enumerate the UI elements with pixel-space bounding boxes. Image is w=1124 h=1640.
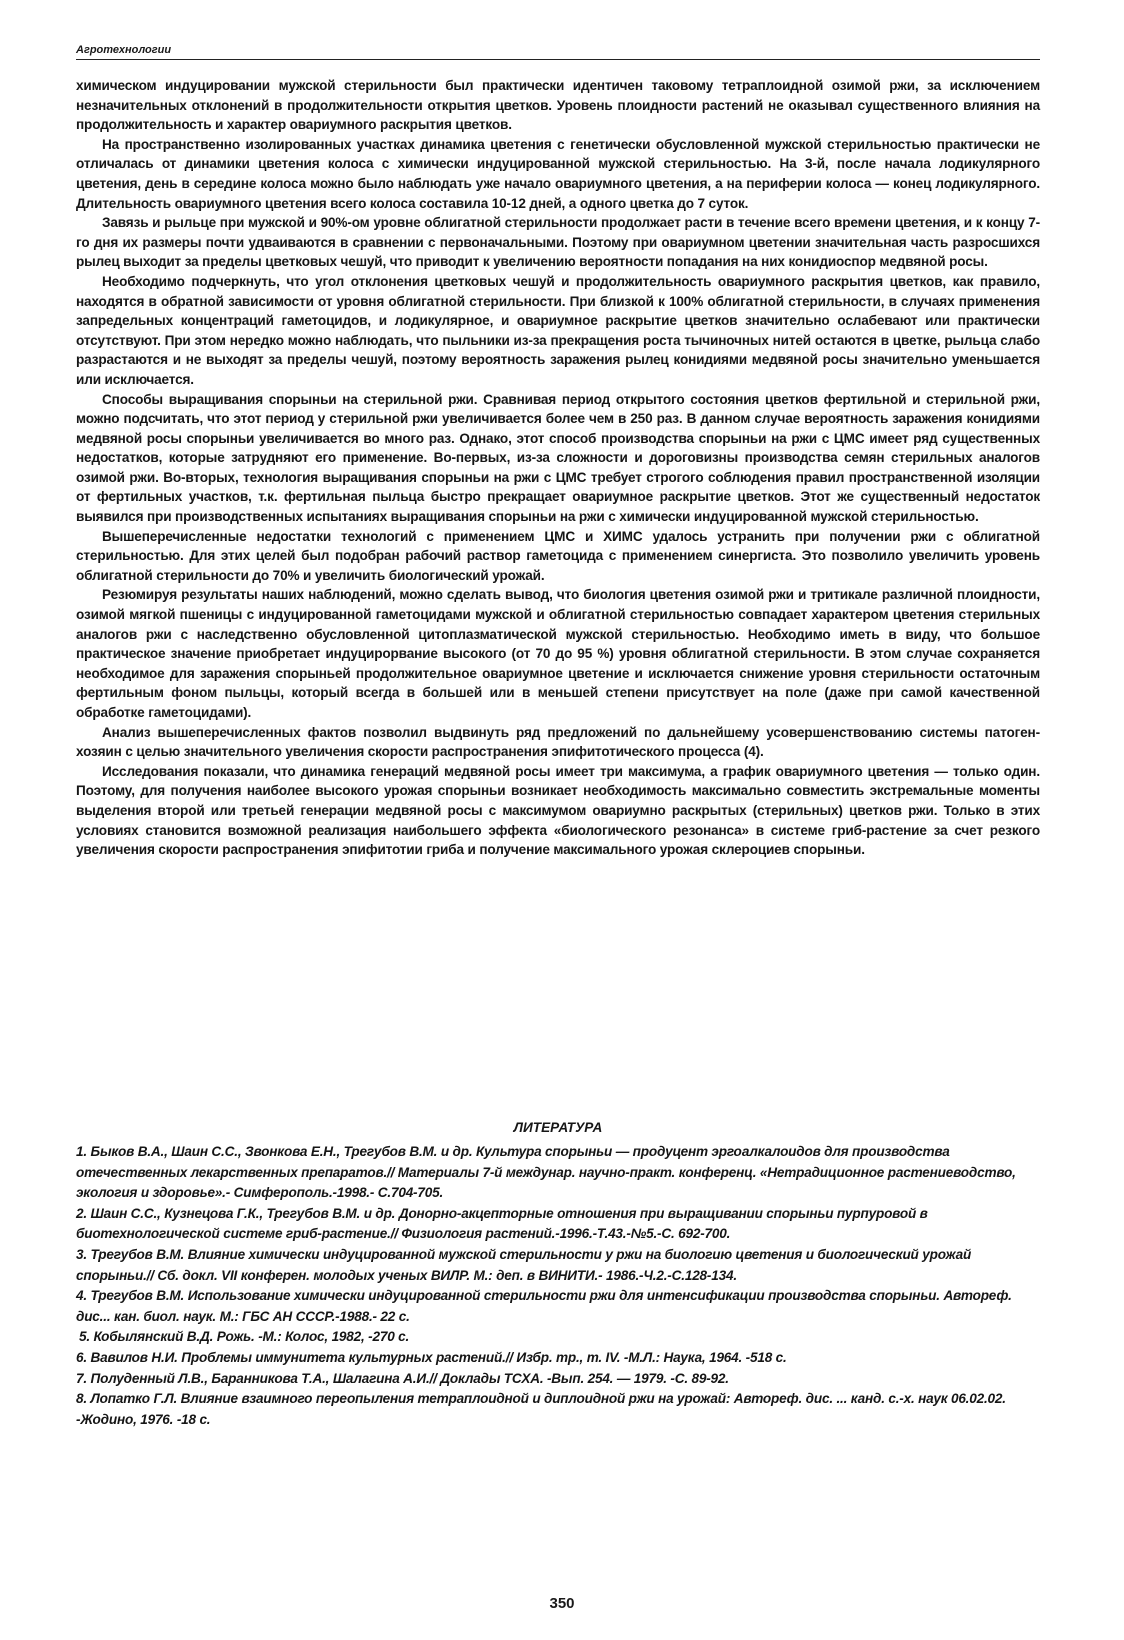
paragraph-4: Необходимо подчеркнуть, что угол отклонения цветковых чешуй и продолжительность овариумного раскрытия цветков, как правило, находятся в обратной зависимости от уровня облигатной стерильности. При близкой к 100% облигатной стерильности, в случаях применения запредельных концентраций гаметоцидов, и лодикулярное, и овариумное раскрытие цветков значительно ослабевают или практически отсутствуют. При этом нередко можно наблюдать, что пыльники из-за прекращения роста тычиночных нитей остаются в цветке, рыльца слабо разрастаются и не выходят за пределы чешуй, поэтому вероятность заражения рылец конидиями медвяной росы значительно уменьшается или исключается. [76,273,1040,387]
reference-item: 3. Трегубов В.М. Влияние химически индуцированной мужской стерильности у ржи на биологию цветения и биологический урожай спорыньи.// Сб. докл. VII конферен. молодых ученых ВИЛР. М.: деп. в ВИНИТИ.- 1986.-Ч.2.-С.128-134. [76,1246,972,1283]
paragraph-3: Завязь и рыльце при мужской и 90%-ом уровне облигатной стерильности продолжает расти в течение всего времени цветения, и к концу 7-го дня их размеры почти удваиваются в сравнении с первоначальными. Поэтому при овариумном цветении значительная часть разросшихся рылец выходит за пределы цветковых чешуй, что приводит к увеличению вероятности попадания на них конидиоспор медвяной росы. [76,215,1040,270]
reference-item: 7. Полуденный Л.В., Баранникова Т.А., Шалагина А.И.// Доклады ТСХА. -Вып. 254. — 1979. -С. 89-92. [76,1370,729,1386]
paragraph-9: Исследования показали, что динамика генераций медвяной росы имеет три максимума, а график овариумного цветения — только один. Поэтому, для получения наиболее высокого урожая спорыньи возникает необходимость максимально совместить экстремальные моменты выделения второй или третьей генерации медвяной росы с максимумом овариумно раскрытых (стерильных) цветков ржи. Только в этих условиях становится возможной реализация наибольшего эффекта «биологического резонанса» в системе гриб-растение за счет резкого увеличения скорости распространения эпифитотии гриба и получение максимального урожая склероциев спорыньи. [76,763,1040,858]
running-header: Агротехнологии [76,44,1040,60]
article-body [76,76,1040,860]
reference-list [76,1142,1040,1430]
section-run-in-heading: Способы выращивания спорыньи на стерильной ржи. [102,391,478,407]
reference-item: 5. Кобылянский В.Д. Рожь. -М.: Колос, 1982, -270 с. [79,1329,410,1345]
reference-item: 1. Быков В.А., Шаин С.С., Звонкова Е.Н., Трегубов В.М. и др. Культура спорыньи — продуцент эргоалкалоидов для производства отечественных лекарственных препаратов.// Материалы 7-й междунар. научно-практ. конференц. «Нетрадиционное растениеводство, экология и здоровье».- Симферополь.-1998.- С.704-705. [76,1144,1016,1201]
paragraph-5-text: Сравнивая период открытого состояния цветков фертильной и стерильной ржи, можно подсчитать, что этот период у стерильной ржи увеличивается более чем в 250 раз. В данном случае вероятность заражения конидиями медвяной росы спорыньи увеличивается во много раз. Однако, этот способ производства спорыньи на ржи с ЦМС имеет ряд существенных недостатков, которые затрудняют его применение. Во-первых, из-за сложности и дороговизны производства семян стерильных аналогов озимой ржи. Во-вторых, технология выращивания спорыньи на ржи с ЦМС требует строгого соблюдения правил пространственной изоляции от фертильных участков, т.к. фертильная пыльца быстро прекращает овариумное раскрытие цветков. Этот же существенный недостаток выявился при производственных испытаниях выращивания спорыньи на ржи с химически индуцированной мужской стерильностью. [76,391,1040,525]
reference-item: 2. Шаин С.С., Кузнецова Г.К., Трегубов В.М. и др. Донорно-акцепторные отношения при выращивании спорыньи пурпуровой в биотехнологической системе гриб-растение.// Физиология растений.-1996.-Т.43.-№5.-С. 692-700. [76,1205,928,1242]
paragraph-2: На пространственно изолированных участках динамика цветения с генетически обусловленной мужской стерильностью практически не отличалась от динамики цветения колоса с химически индуцированной мужской стерильностью. На 3-й, после начала лодикулярного цветения, день в середине колоса можно было наблюдать уже начало овариумного цветения, а на периферии колоса — конец лодикулярного. Длительность овариумного цветения всего колоса составила 10-12 дней, а одного цветка до 7 суток. [76,136,1040,211]
reference-item: 8. Лопатко Г.Л. Влияние взаимного переопыления тетраплоидной и диплоидной ржи на урожай: Автореф. дис. ... канд. с.-х. наук 06.02.02. -Жодино, 1976. -18 с. [76,1391,1006,1427]
page-number: 350 [549,1595,575,1612]
paragraph-5 [76,390,1040,527]
paragraph-8: Анализ вышеперечисленных фактов позволил выдвинуть ряд предложений по дальнейшему усовершенствованию системы патоген-хозяин с целью значительного увеличения скорости распространения эпифитотического процесса (4). [76,724,1040,760]
literature-heading: ЛИТЕРАТУРА [513,1120,603,1135]
reference-item: 6. Вавилов Н.И. Проблемы иммунитета культурных растений.// Избр. тр., т. IV. -М.Л.: Наука, 1964. -518 с. [76,1349,787,1365]
paragraph-1: химическом индуцировании мужской стерильности был практически идентичен таковому тетраплоидной озимой ржи, за исключением незначительных отклонений в продолжительности открытия цветков. Уровень плоидности растений не оказывал существенного влияния на продолжительность и характер овариумного раскрытия цветков. [76,78,1040,133]
paragraph-6: Вышеперечисленные недостатки технологий с применением ЦМС и ХИМС удалось устранить при получении ржи с облигатной стерильностью. Для этих целей был подобран рабочий раствор гаметоцида с применением синергиста. Это позволило увеличить уровень облигатной стерильности до 70% и увеличить биологический урожай. [76,528,1040,583]
paragraph-7: Резюмируя результаты наших наблюдений, можно сделать вывод, что биология цветения озимой ржи и тритикале различной плоидности, озимой мягкой пшеницы с индуцированной гаметоцидами мужской и облигатной стерильностью совпадает характером цветения стерильных аналогов ржи с наследственно обусловленной цитоплазматической мужской стерильностью. Необходимо иметь в виду, что большое практическое значение приобретает индуцирорвание высокого (от 70 до 95 %) уровня облигатной стерильности. В этом случае сохраняется необходимое для заражения спорыньей продолжительное овариумное цветение и исключается снижение уровня стерильности остаточным фертильным фоном пыльцы, который всегда в большей или в меньшей степени присутствует на поле (даже при самой качественной обработке гаметоцидами). [76,587,1040,720]
reference-item: 4. Трегубов В.М. Использование химически индуцированной стерильности ржи для интенсификации производства спорыньи. Автореф. дис... кан. биол. наук. М.: ГБС АН СССР.-1988.- 22 с. [76,1288,1012,1324]
